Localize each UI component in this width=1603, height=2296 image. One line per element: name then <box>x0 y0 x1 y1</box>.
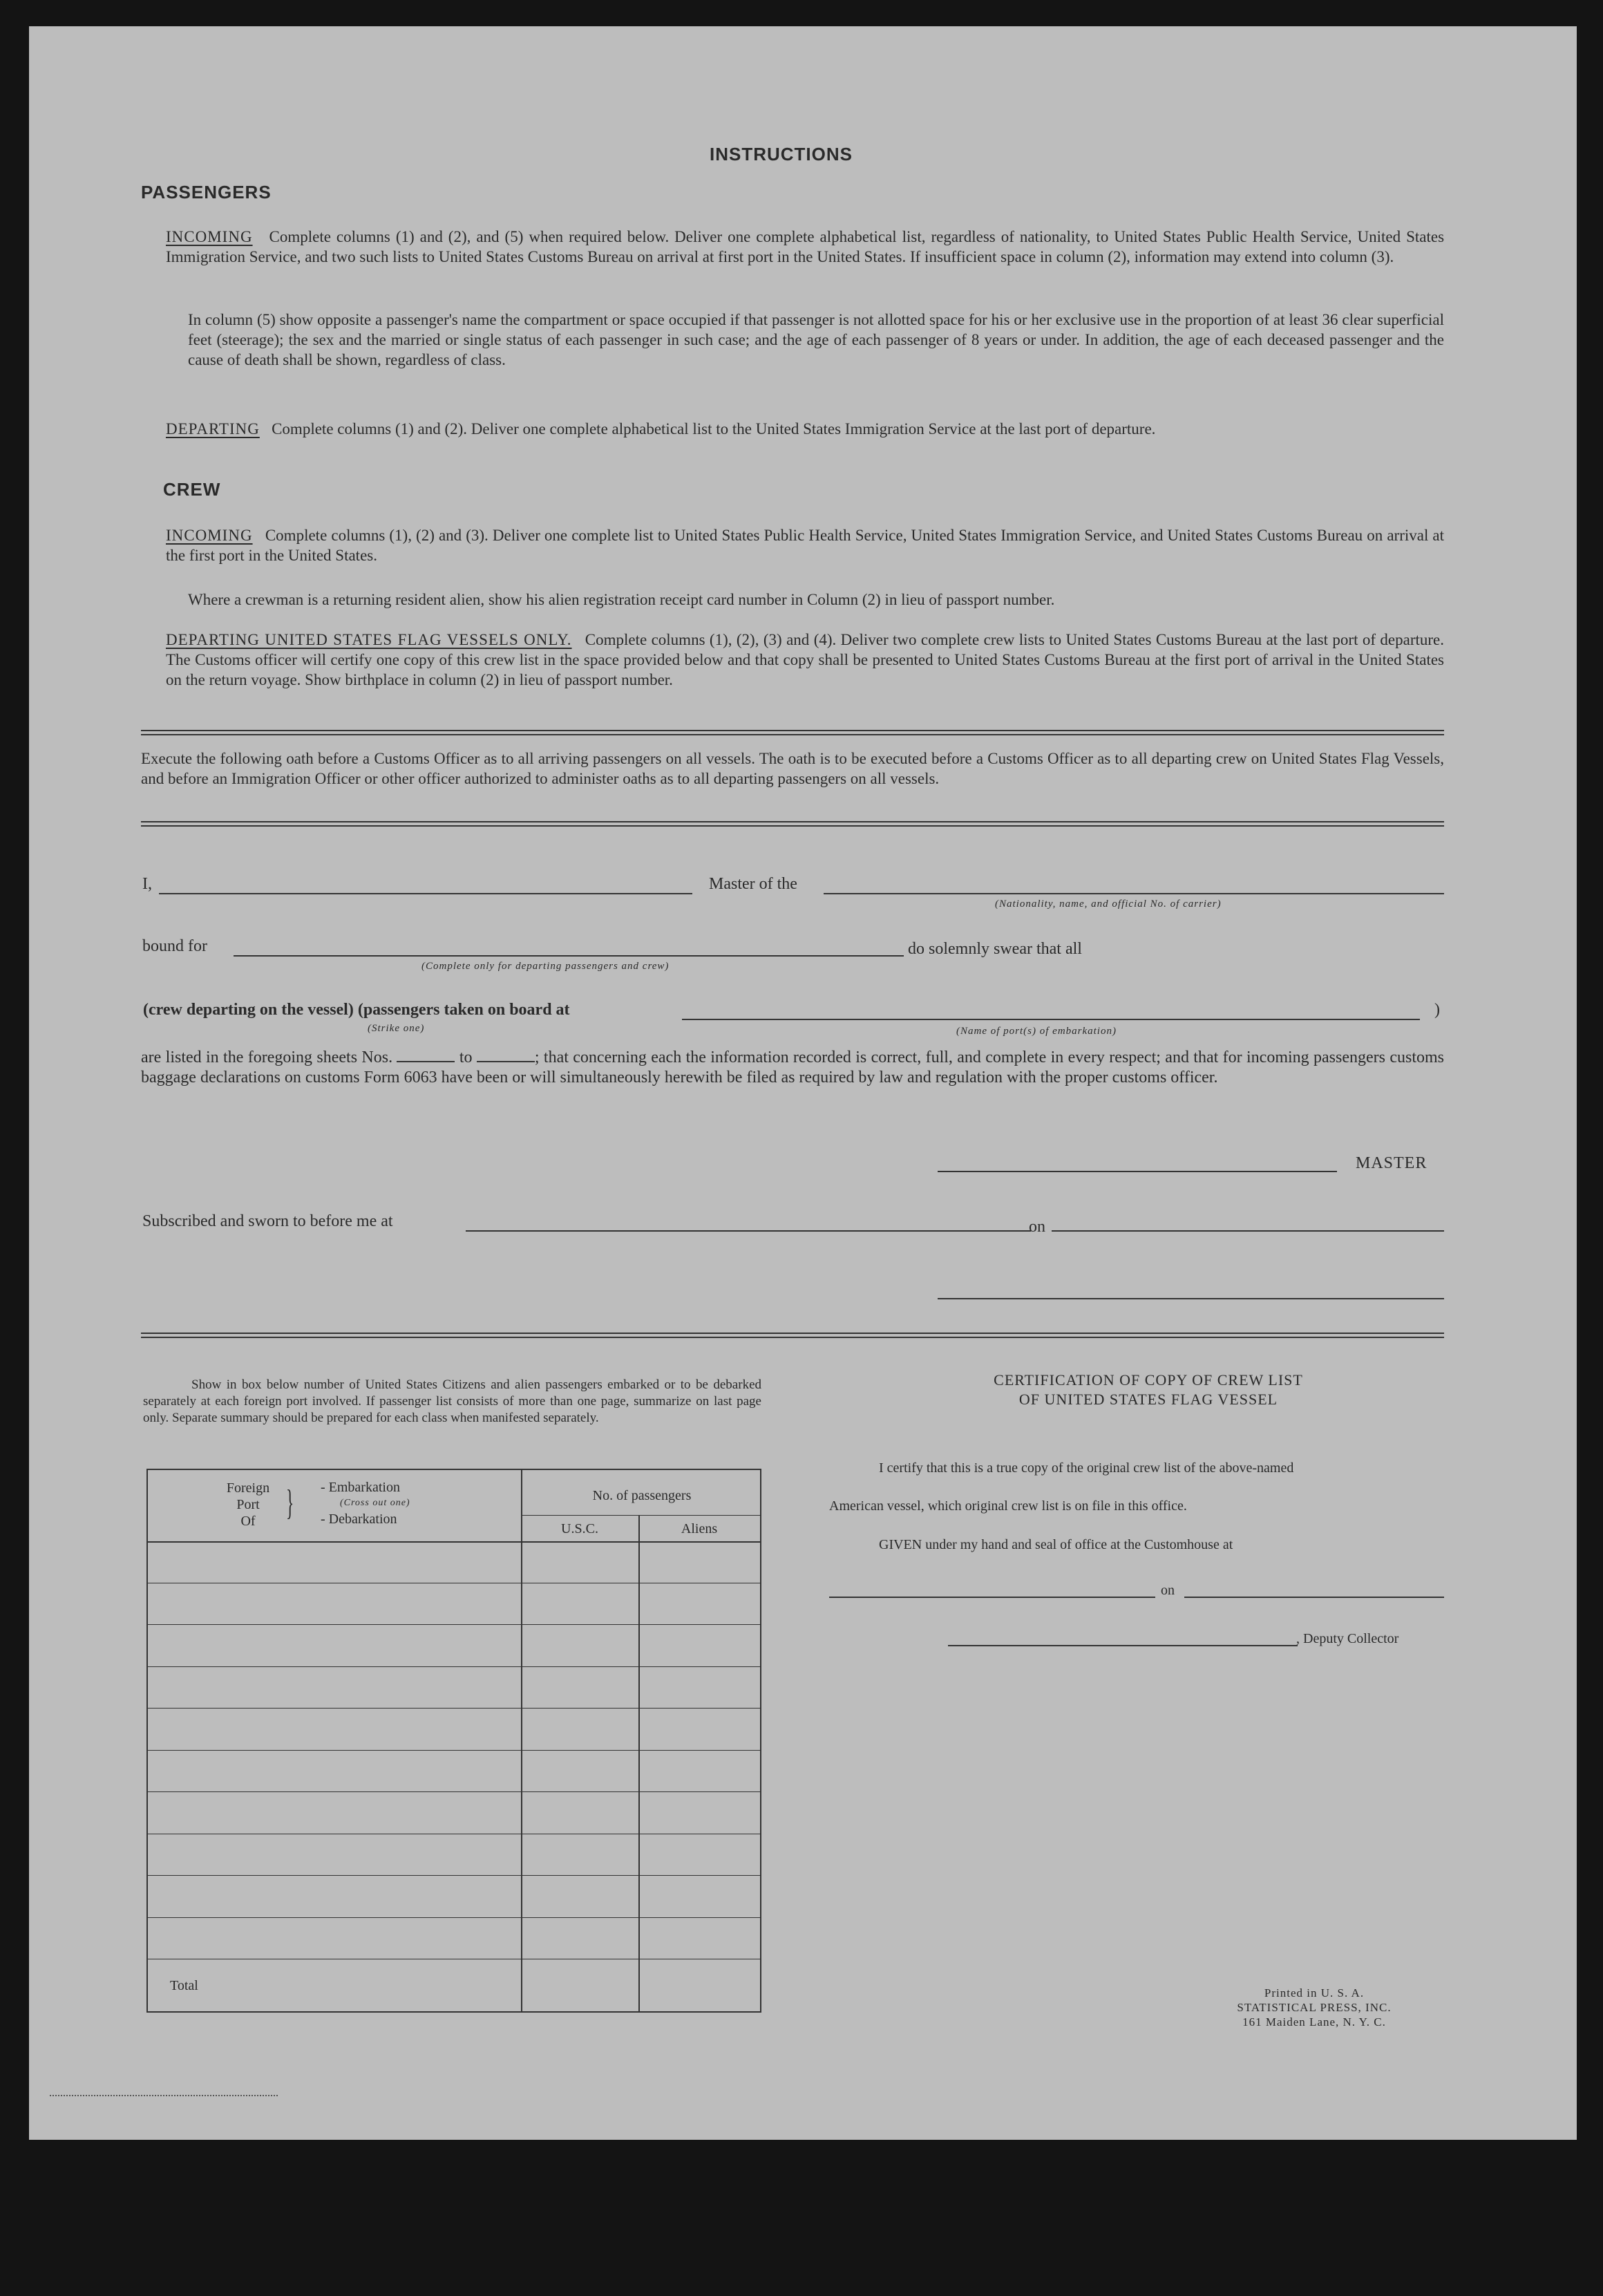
officer-signature-field[interactable] <box>938 1298 1444 1299</box>
foreign-port-of-label <box>214 1480 283 1530</box>
passengers-incoming-text2: In column (5) show opposite a passenger's name the compartment or space occupied if that passenger is not allotted space for his or her exclusive use in the proportion of at least 36 clear superficial feet (steerage); the sex and the married or single status of each passenger in such case; and the age of each passenger of 8 years or under. In addition, the age of each deceased passenger and the cause of death shall be shown, regardless of class. <box>188 311 1444 368</box>
certification-title-line1: CERTIFICATION OF COPY OF CREW LIST <box>994 1371 1303 1389</box>
form-page <box>29 26 1577 2140</box>
certification-text2: American vessel, which original crew list is on file in this office. <box>829 1498 1187 1514</box>
close-paren: ) <box>1434 1001 1440 1019</box>
total-label: Total <box>170 1978 198 1993</box>
certification-on-label: on <box>1161 1583 1175 1598</box>
swear-label: do solemnly swear that all <box>908 940 1082 958</box>
master-signature-field[interactable] <box>938 1171 1337 1172</box>
row-line-8 <box>148 1875 760 1876</box>
certification-date-field[interactable] <box>1184 1597 1444 1598</box>
page-title: INSTRUCTIONS <box>710 144 853 164</box>
debarkation-label: - Debarkation <box>321 1512 397 1527</box>
bound-for-field[interactable] <box>234 955 904 957</box>
crew-incoming-text2: Where a crewman is a returning resident alien, show his alien registration receipt card number in Column (2) in lieu of passport number. <box>188 591 1055 608</box>
strike-one-caption: (Strike one) <box>368 1023 425 1034</box>
printer-line3: 161 Maiden Lane, N. Y. C. <box>1242 2015 1386 2029</box>
crew-incoming-text: Complete columns (1), (2) and (3). Deliver one complete list to United States Public Health Service, United States Immigration Service, and United States Customs Bureau on arrival at the first port in the United States. <box>166 527 1445 564</box>
port-word: Port <box>236 1497 260 1512</box>
row-line-6 <box>148 1791 760 1792</box>
divider-2 <box>141 821 1444 827</box>
passengers-departing-text: Complete columns (1) and (2). Deliver one complete alphabetical list to the United States Immigration Service at the last port of departure. <box>272 420 1156 437</box>
deputy-collector-field[interactable] <box>948 1645 1298 1646</box>
crew-departing-label: (crew departing on the vessel) (passengers taken on board at <box>143 1001 570 1019</box>
master-name-field[interactable] <box>159 893 692 894</box>
certification-title-line2: OF UNITED STATES FLAG VESSEL <box>1018 1391 1278 1408</box>
crew-incoming-label: INCOMING <box>166 527 253 544</box>
row-line-9 <box>148 1917 760 1918</box>
passengers-incoming-text: Complete columns (1) and (2), and (5) when required below. Deliver one complete alphabetical list, regardless of nationality, to United States Public Health Service, United States Immigration Service, and two such lists to United States Customs Bureau on arrival at first port in the United States. If insufficient space in column (2), information may extend into column (3). <box>166 228 1445 265</box>
aliens-header: Aliens <box>681 1521 718 1536</box>
oath-i-label: I, <box>142 875 152 893</box>
subscribed-date-field[interactable] <box>1052 1230 1444 1232</box>
cross-out-caption: (Cross out one) <box>340 1498 410 1508</box>
listed-block <box>141 1048 1444 1088</box>
certification-text3: GIVEN under my hand and seal of office at the Customhouse at <box>879 1537 1233 1552</box>
deputy-collector-label: , Deputy Collector <box>1296 1631 1399 1646</box>
row-line-3 <box>148 1666 760 1667</box>
summary-note: Show in box below number of United States Citizens and alien passengers embarked or to be debarked separately at each foreign port involved. If passenger list consists of more than one page, summarize on last page only. Separate summary should be prepared for each class when manifested separately. <box>143 1377 761 1425</box>
master-of-the-label: Master of the <box>709 875 797 893</box>
passengers-departing-block <box>166 419 1444 439</box>
scan-speckle <box>50 2095 278 2096</box>
passengers-heading: PASSENGERS <box>141 182 272 203</box>
carrier-field[interactable] <box>824 893 1444 894</box>
bound-for-label: bound for <box>142 937 207 955</box>
divider-3 <box>141 1333 1444 1338</box>
to-label: to <box>459 1048 473 1066</box>
printer-line1: Printed in U. S. A. <box>1264 1986 1365 1999</box>
bound-for-caption: (Complete only for departing passengers and crew) <box>421 961 670 972</box>
oath-intro: Execute the following oath before a Customs Officer as to all arriving passengers on all vessels. The oath is to be executed before a Customs Officer as to all departing crew on United States Flag Vessels, and before an Immigration Officer or other officer authorized to administer oaths as to all departing passengers on all vessels. <box>141 750 1444 787</box>
passengers-incoming-block <box>166 227 1444 267</box>
master-label: MASTER <box>1356 1154 1427 1172</box>
brace-glyph: } <box>286 1483 294 1523</box>
subscribed-place-field[interactable] <box>466 1230 1031 1232</box>
listed-text-a: are listed in the foregoing sheets Nos. <box>141 1048 393 1066</box>
divider-1 <box>141 730 1444 735</box>
printer-imprint <box>1228 1986 1401 2029</box>
of-word: Of <box>240 1514 256 1529</box>
passengers-incoming-label: INCOMING <box>166 228 253 245</box>
certification-title <box>844 1371 1452 1409</box>
sheet-from-field[interactable] <box>397 1048 455 1062</box>
col-divider-2 <box>638 1515 640 2011</box>
port-caption: (Name of port(s) of embarkation) <box>956 1026 1117 1037</box>
row-line-2 <box>148 1624 760 1625</box>
row-line-5 <box>148 1750 760 1751</box>
printer-line2: STATISTICAL PRESS, INC. <box>1237 2001 1392 2014</box>
embarkation-port-field[interactable] <box>682 1019 1420 1020</box>
certification-text1: I certify that this is a true copy of the original crew list of the above-named <box>879 1460 1294 1476</box>
row-line-4 <box>148 1708 760 1709</box>
passenger-summary-table <box>146 1469 761 2013</box>
header-subdivider <box>521 1515 760 1516</box>
crew-departing-block <box>166 630 1444 690</box>
usc-header: U.S.C. <box>561 1521 598 1536</box>
embarkation-label: - Embarkation <box>321 1480 400 1495</box>
crew-departing-label: DEPARTING UNITED STATES FLAG VESSELS ONLY. <box>166 631 572 648</box>
customhouse-field[interactable] <box>829 1597 1155 1598</box>
subscribed-label: Subscribed and sworn to before me at <box>142 1212 393 1230</box>
listed-text-b: ; that concerning each the information recorded is correct, full, and complete in every respect; and that for incoming passengers customs baggage declarations on customs Form 6063 have been or will simultaneously herewith be filed as required by law and regulation with the proper customs officer. <box>141 1048 1445 1086</box>
crew-incoming-block <box>166 525 1444 565</box>
carrier-caption: (Nationality, name, and official No. of carrier) <box>995 898 1222 910</box>
sheet-to-field[interactable] <box>477 1048 535 1062</box>
crew-departing-text: Complete columns (1), (2), (3) and (4). Deliver two complete crew lists to United States Customs Bureau at the last port of departure. The Customs officer will certify one copy of this crew list in the space provided below and that copy shall be presented to United States Customs Bureau at the first port of arrival in the United States on the return voyage. Show birthplace in column (2) in lieu of passport number. <box>166 631 1445 688</box>
col-divider-1 <box>521 1470 522 2011</box>
no-of-passengers-header: No. of passengers <box>592 1488 692 1503</box>
crew-heading: CREW <box>163 479 221 500</box>
passengers-departing-label: DEPARTING <box>166 420 260 437</box>
header-bottom <box>148 1541 760 1543</box>
foreign-word: Foreign <box>226 1480 270 1496</box>
subscribed-on-label: on <box>1029 1218 1045 1236</box>
